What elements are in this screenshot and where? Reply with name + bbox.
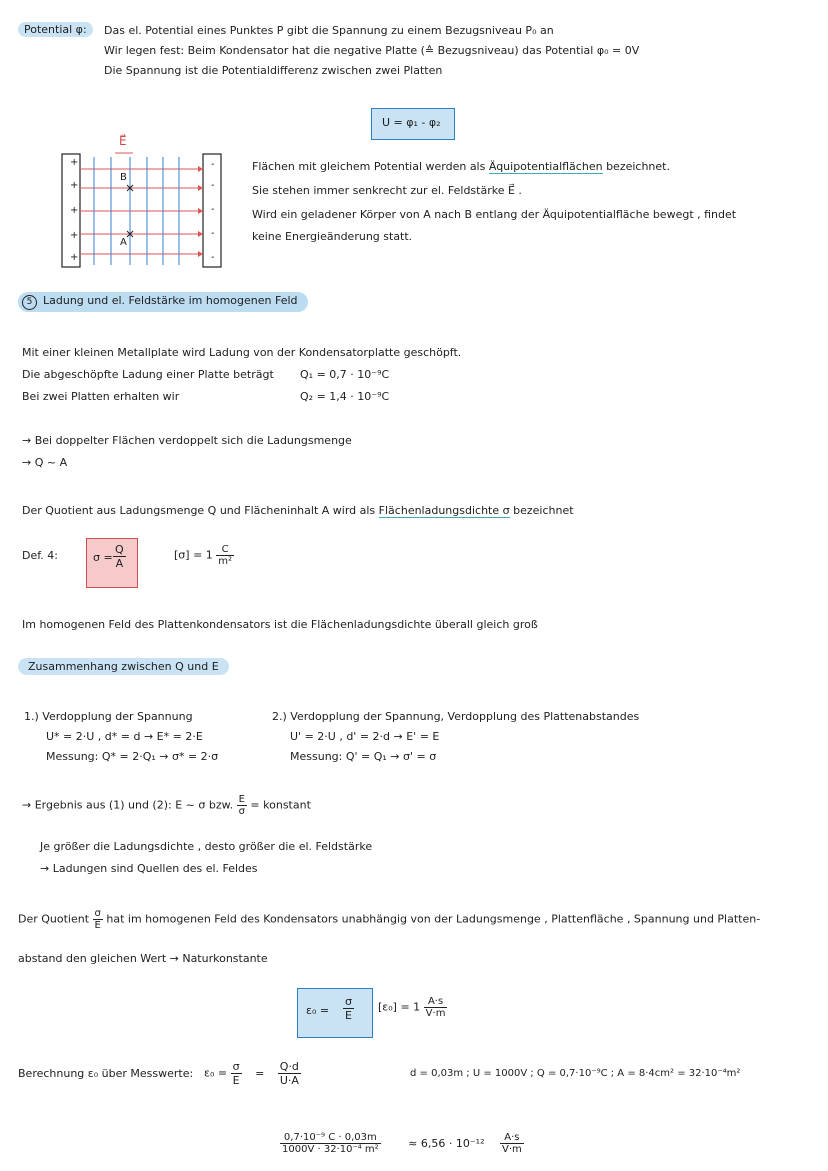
quotient-line: Der Quotient aus Ladungsmenge Q und Flächeninhalt A wird als Flächenladungsdichte σ bezeichnet xyxy=(22,504,574,517)
intro-line-3: Die Spannung ist die Potentialdifferenz zwischen zwei Platten xyxy=(104,64,443,77)
plus-sign: + xyxy=(70,157,79,168)
minus-sign: - xyxy=(211,252,215,263)
field-vector-label: E⃗ xyxy=(119,134,127,148)
intro-line-2: Wir legen fest: Beim Kondensator hat die negative Platte (≙ Bezugsniveau) das Potential φ₀ = 0V xyxy=(104,44,640,57)
intro-line-1: Das el. Potential eines Punktes P gibt die Spannung zu einem Bezugsniveau P₀ an xyxy=(104,24,554,37)
equipotential-term: Äquipotentialflächen xyxy=(488,160,603,173)
arrow-note-1: → Bei doppelter Flächen verdoppelt sich die Ladungsmenge xyxy=(22,434,352,447)
quellen-line: → Ladungen sind Quellen des el. Feldes xyxy=(40,862,258,875)
section-number: 5 xyxy=(22,295,37,310)
metal-line-1: Mit einer kleinen Metallplate wird Ladung von der Kondensatorplatte geschöpft. xyxy=(22,346,462,359)
metal-line-2: Die abgeschöpfte Ladung einer Platte beträgt xyxy=(22,368,274,381)
constant-line-2: abstand den gleichen Wert → Naturkonstante xyxy=(18,952,268,965)
voltage-formula: U = φ₁ - φ₂ xyxy=(382,116,441,129)
sigma-definition-box: σ = $\frac{Q}{A}$ xyxy=(86,538,138,588)
je-line: Je größer die Ladungsdichte , desto größer die el. Feldstärke xyxy=(40,840,373,853)
plus-sign: + xyxy=(70,252,79,263)
calc-label: Berechnung ε₀ über Messwerte: xyxy=(18,1067,194,1080)
case-2-title: 2.) Verdopplung der Spannung, Verdopplung des Plattenabstandes xyxy=(272,710,640,723)
calc-formula: ε₀ = $\frac{\sigma}{E}$ = $\frac{Q\cdot d}{U\cdot A}$ xyxy=(204,1060,299,1087)
plus-sign: + xyxy=(70,180,79,191)
case-2-line-1: U' = 2·U , d' = 2·d → E' = E xyxy=(290,730,440,743)
potential-label: Potential φ: xyxy=(18,22,93,37)
case-1-title: 1.) Verdopplung der Spannung xyxy=(24,710,193,723)
case-1-line-1: U* = 2·U , d* = d → E* = 2·E xyxy=(46,730,203,743)
section-title: Ladung und el. Feldstärke im homogenen Feld xyxy=(43,294,298,307)
charge-q1: Q₁ = 0,7 · 10⁻⁹C xyxy=(300,368,390,381)
field-lines xyxy=(80,153,203,254)
case-2-line-2: Messung: Q' = Q₁ → σ' = σ xyxy=(290,750,437,763)
surface-charge-density-term: Flächenladungsdichte σ xyxy=(378,504,510,517)
capacitor-diagram xyxy=(55,125,230,275)
section-5-heading xyxy=(18,292,308,312)
equipotential-line-2: Sie stehen immer senkrecht zur el. Feldstärke E⃗ . xyxy=(252,184,522,197)
epsilon-definition-box: ε₀ = $\frac{\sigma}{E}$ xyxy=(297,988,373,1038)
voltage-formula-box xyxy=(371,108,455,140)
minus-sign: - xyxy=(211,228,215,239)
charge-q2: Q₂ = 1,4 · 10⁻⁹C xyxy=(300,390,390,403)
equipotential-line-1: Flächen mit gleichem Potential werden als Äquipotentialflächen bezeichnet. xyxy=(252,160,670,173)
homogeneous-line: Im homogenen Feld des Plattenkondensators ist die Flächenladungsdichte überall gleich groß xyxy=(22,618,538,631)
constant-line-1: Der Quotient $\frac{\sigma}{E}$ hat im homogenen Feld des Kondensators unabhängig von der Ladungsmenge , Plattenfläche , Spannung und Platten- xyxy=(18,908,761,931)
metal-line-3: Bei zwei Platten erhalten wir xyxy=(22,390,180,403)
plus-sign: + xyxy=(70,230,79,241)
minus-sign: - xyxy=(211,159,215,170)
point-a-label: A xyxy=(120,237,127,248)
measured-values: d = 0,03m ; U = 1000V ; Q = 0,7·10⁻⁹C ; A = 8·4cm² = 32·10⁻⁴m² xyxy=(410,1068,741,1079)
point-b-label: B xyxy=(120,172,127,183)
result-line: → Ergebnis aus (1) und (2): E ~ σ bzw. $\frac{E}{\sigma}$ = konstant xyxy=(22,794,311,817)
plus-sign: + xyxy=(70,205,79,216)
minus-sign: - xyxy=(211,180,215,191)
definition-label: Def. 4: xyxy=(22,549,59,562)
equipotential-line-3: Wird ein geladener Körper von A nach B entlang der Äquipotentialfläche bewegt , findet xyxy=(252,208,737,221)
equipotential-line-4: keine Energieänderung statt. xyxy=(252,230,413,243)
arrow-note-2: → Q ~ A xyxy=(22,456,68,469)
sigma-unit: [σ] = 1 $\frac{C}{\text{m²}}$ xyxy=(174,544,233,567)
case-1-line-2: Messung: Q* = 2·Q₁ → σ* = 2·σ xyxy=(46,750,219,763)
zusammenhang-heading: Zusammenhang zwischen Q und E xyxy=(18,658,229,675)
minus-sign: - xyxy=(211,204,215,215)
epsilon-unit: [ε₀] = 1 $\frac{A\cdot s}{V\cdot m}$ xyxy=(378,996,446,1019)
calc-result: $\frac{\text{0,7·10⁻⁹ C · 0,03m}}{\text{1000V · 32·10⁻⁴ m²}}$ ≈ 6,56 · 10⁻¹² $\frac{A\cdot s}{V\cdot m}$ xyxy=(282,1132,522,1155)
